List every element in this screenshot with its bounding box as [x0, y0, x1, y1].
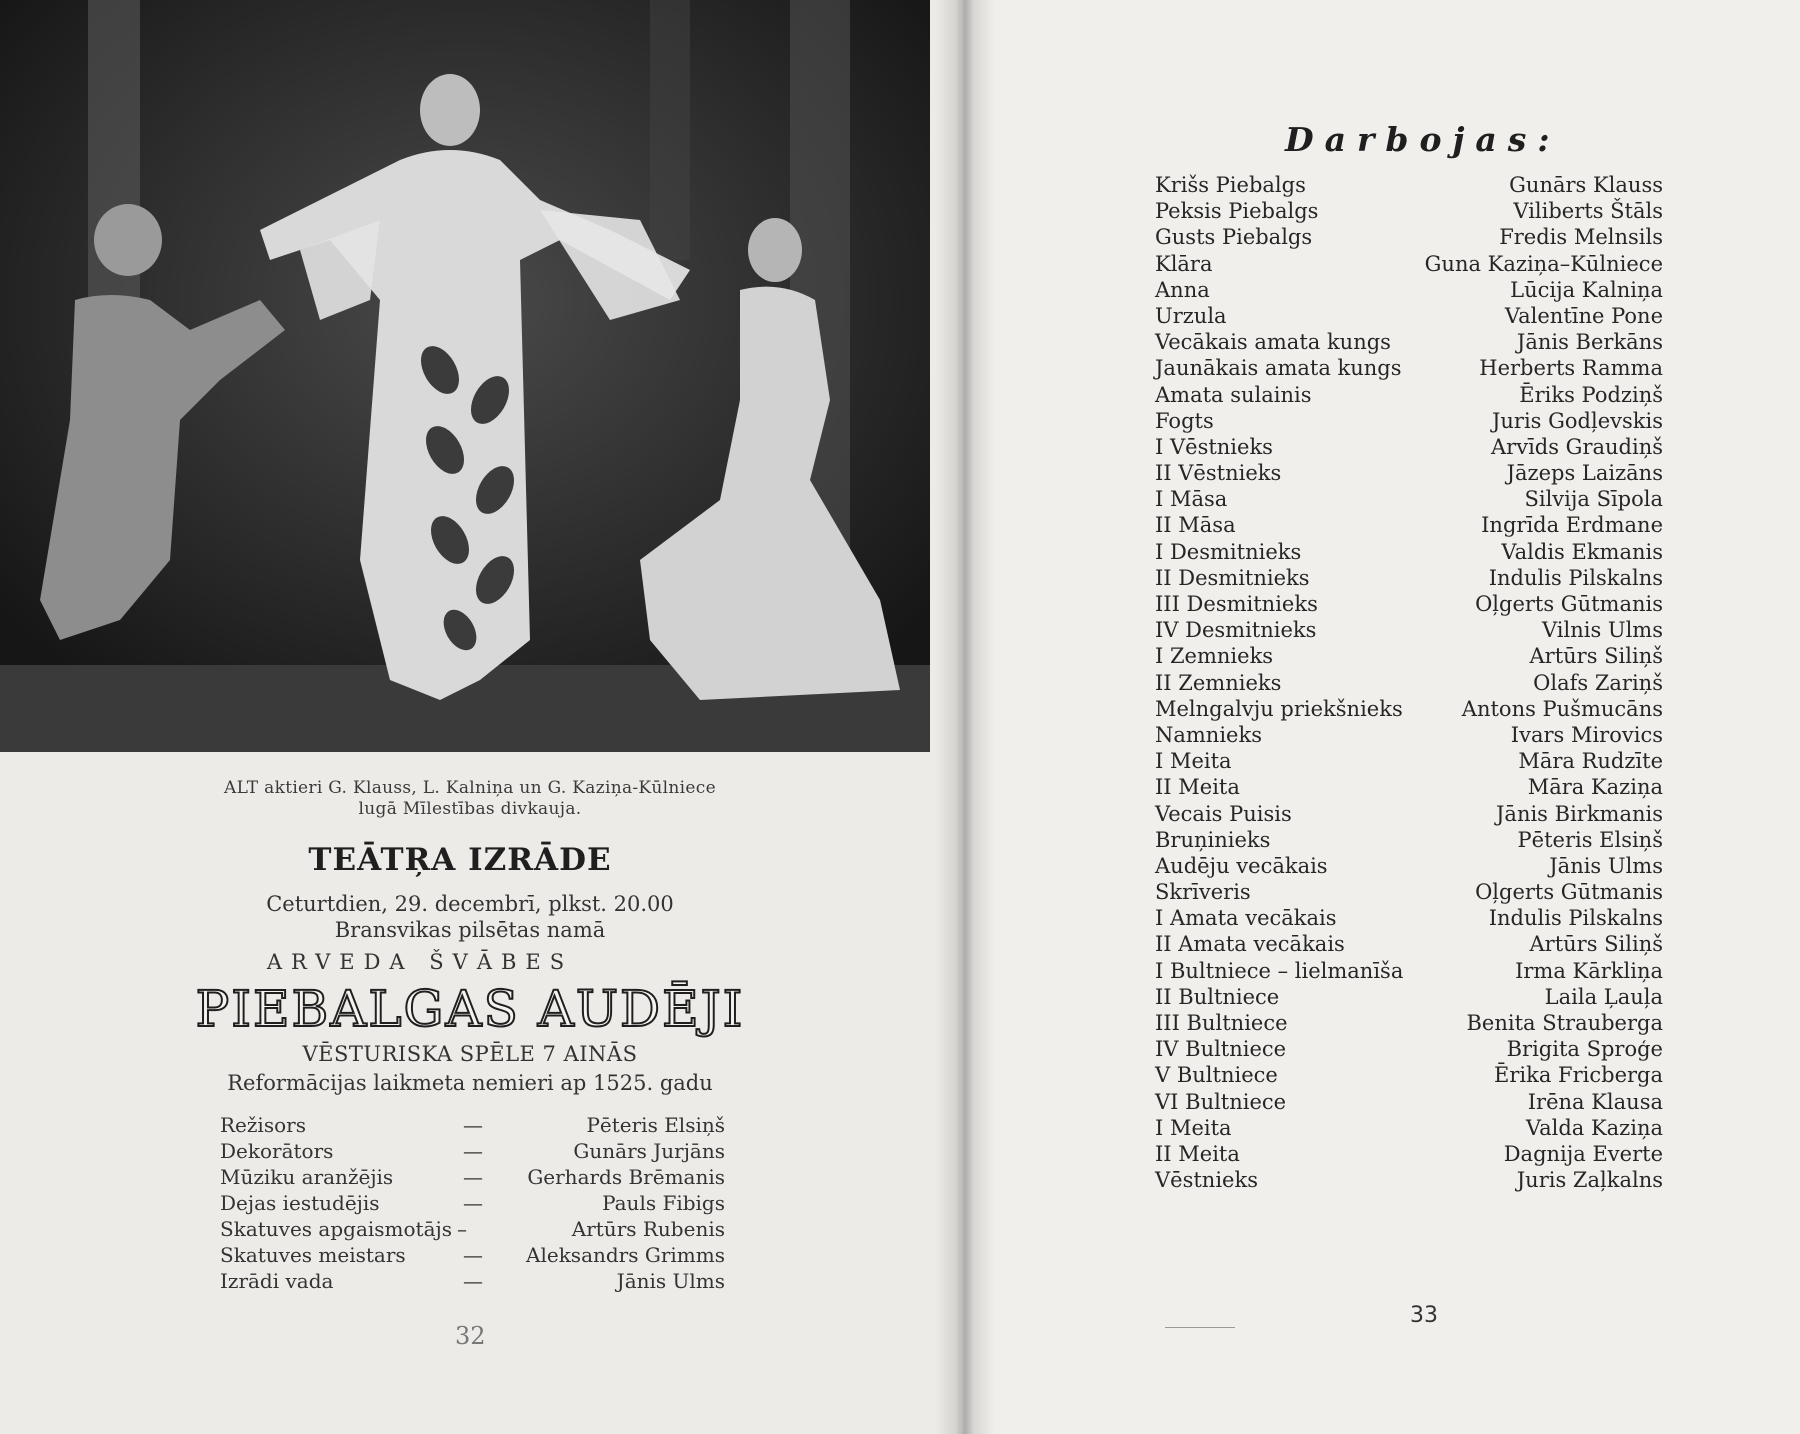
cast-role: Peksis Piebalgs [1155, 199, 1319, 224]
crew-role: Mūziku aranžējis [220, 1165, 394, 1189]
cast-role: Vēstnieks [1155, 1168, 1258, 1193]
cast-role: Gusts Piebalgs [1155, 225, 1313, 250]
cast-actor: Irēna Klausa [1527, 1089, 1663, 1114]
cast-role: V Bultniece [1155, 1063, 1278, 1088]
crew-row [220, 1243, 725, 1269]
crew-role: Režisors [220, 1113, 306, 1137]
crew-row [220, 1269, 725, 1295]
cast-actor: Antons Pušmucāns [1461, 696, 1663, 721]
cast-row [1155, 252, 1663, 278]
crew-row [220, 1113, 725, 1139]
photo-caption-line: ALT aktieri G. Klauss, L. Kalniņa un G. Kaziņa-Kūlniece [224, 778, 716, 798]
cast-actor: Brigita Sproģe [1506, 1037, 1663, 1062]
cast-row [1155, 225, 1663, 251]
cast-row [1155, 1168, 1663, 1194]
crew-row [220, 1191, 725, 1217]
cast-actor: Laila Ļauļa [1544, 984, 1663, 1009]
cast-role: Vecais Puisis [1155, 801, 1292, 826]
cast-actor: Māra Rudzīte [1518, 749, 1663, 774]
cast-role: Amata sulainis [1155, 382, 1312, 407]
cast-role: Namnieks [1155, 722, 1262, 747]
cast-row [1155, 906, 1663, 932]
cast-actor: Oļgerts Gūtmanis [1475, 592, 1663, 616]
crew-list [220, 1113, 725, 1295]
cast-row [1155, 1116, 1663, 1142]
cast-role: III Bultniece [1155, 1011, 1288, 1035]
cast-actor: Pēteris Elsiņš [1517, 827, 1663, 852]
cast-role: Fogts [1155, 408, 1214, 433]
cast-role: I Amata vecākais [1155, 906, 1337, 931]
crew-name: Gunārs Jurjāns [573, 1139, 725, 1163]
stage-photo [0, 0, 930, 752]
cast-actor: Viliberts Štāls [1513, 199, 1663, 224]
photo-caption-line: lugā Mīlestības divkauja. [358, 799, 582, 819]
cast-row [1155, 330, 1663, 356]
page-number-right: 33 [1410, 1303, 1438, 1328]
cast-role: Urzula [1155, 303, 1227, 328]
crew-row [220, 1139, 725, 1165]
crew-role: Skatuves meistars [220, 1243, 406, 1267]
cast-role: I Bultniece – lielmanīša [1155, 958, 1404, 983]
cast-actor: Valentīne Pone [1504, 303, 1663, 328]
crew-role: Dejas iestudējis [220, 1191, 380, 1215]
cast-role: I Māsa [1155, 487, 1228, 512]
cast-actor: Valda Kaziņa [1525, 1115, 1663, 1140]
pencil-mark [1165, 1327, 1235, 1328]
cast-actor: Jānis Birkmanis [1496, 801, 1663, 826]
cast-role: II Meita [1155, 1141, 1240, 1166]
cast-role: I Meita [1155, 749, 1232, 774]
crew-name: Artūrs Rubenis [571, 1217, 725, 1241]
crew-role: Skatuves apgaismotājs [220, 1217, 452, 1241]
cast-row [1155, 644, 1663, 670]
cast-row [1155, 409, 1663, 435]
stage-photo-drawing [0, 0, 930, 752]
crew-row [220, 1165, 725, 1191]
crew-name: Aleksandrs Grimms [526, 1243, 725, 1267]
cast-role: II Bultniece [1155, 984, 1280, 1009]
cast-row [1155, 828, 1663, 854]
cast-list [1155, 173, 1663, 1194]
photo-caption [170, 778, 770, 820]
cast-role: VI Bultniece [1155, 1089, 1287, 1114]
cast-actor: Māra Kaziņa [1527, 775, 1663, 800]
crew-name: Jānis Ulms [616, 1269, 725, 1293]
cast-actor: Valdis Ekmanis [1501, 539, 1663, 564]
cast-row [1155, 304, 1663, 330]
cast-role: Anna [1155, 277, 1210, 302]
cast-row [1155, 540, 1663, 566]
cast-row [1155, 932, 1663, 958]
cast-actor: Ēriks Podziņš [1519, 382, 1663, 407]
cast-row [1155, 356, 1663, 382]
cast-actor: Jāzeps Laizāns [1506, 461, 1663, 486]
cast-row [1155, 1011, 1663, 1037]
cast-actor: Ingrīda Erdmane [1481, 513, 1663, 538]
cast-row [1155, 199, 1663, 225]
cast-actor: Indulis Pilskalns [1488, 906, 1663, 931]
crew-dash: – [457, 1217, 467, 1241]
cast-role: Melngalvju priekšnieks [1155, 696, 1403, 721]
cast-row [1155, 173, 1663, 199]
cast-actor: Benita Strauberga [1466, 1011, 1663, 1035]
cast-row [1155, 461, 1663, 487]
cast-role: IV Desmitnieks [1155, 618, 1317, 643]
cast-row [1155, 513, 1663, 539]
cast-actor: Olafs Zariņš [1533, 670, 1663, 695]
cast-actor: Oļgerts Gūtmanis [1475, 880, 1663, 905]
cast-actor: Ērika Fricberga [1494, 1063, 1663, 1088]
crew-dash: — [463, 1113, 483, 1137]
cast-role: IV Bultniece [1155, 1037, 1287, 1062]
date-line: Ceturtdien, 29. decembrī, plkst. 20.00 [266, 892, 674, 916]
play-subtitle: VĒSTURISKA SPĒLE 7 AINĀS [302, 1042, 638, 1066]
venue-line: Bransvikas pilsētas namā [334, 918, 606, 942]
cast-row [1155, 749, 1663, 775]
cast-actor: Fredis Melnsils [1499, 225, 1663, 250]
cast-role: Jaunākais amata kungs [1155, 356, 1402, 381]
cast-row [1155, 435, 1663, 461]
cast-role: III Desmitnieks [1155, 592, 1318, 616]
crew-name: Gerhards Brēmanis [527, 1165, 725, 1189]
cast-row [1155, 1142, 1663, 1168]
cast-role: II Māsa [1155, 513, 1236, 538]
cast-role: I Zemnieks [1155, 644, 1274, 669]
cast-actor: Artūrs Siliņš [1529, 932, 1663, 957]
crew-name: Pauls Fibigs [602, 1191, 725, 1215]
cast-role: II Vēstnieks [1155, 461, 1282, 486]
cast-actor: Dagnija Everte [1503, 1141, 1663, 1166]
cast-row [1155, 618, 1663, 644]
cast-role: I Meita [1155, 1115, 1232, 1140]
crew-row [220, 1217, 725, 1243]
cast-row [1155, 383, 1663, 409]
crew-dash: — [463, 1165, 483, 1189]
cast-row [1155, 959, 1663, 985]
cast-actor: Herberts Ramma [1479, 356, 1663, 381]
cast-role: II Amata vecākais [1155, 932, 1345, 957]
crew-role: Izrādi vada [220, 1269, 334, 1293]
cast-actor: Jānis Berkāns [1516, 330, 1663, 355]
cast-row [1155, 775, 1663, 801]
crew-dash: — [463, 1191, 483, 1215]
cast-actor: Irma Kārkliņa [1515, 958, 1663, 983]
cast-row [1155, 1063, 1663, 1089]
page-number-left: 32 [455, 1322, 486, 1350]
crew-name: Pēteris Elsiņš [586, 1113, 725, 1137]
crew-role: Dekorātors [220, 1139, 334, 1163]
crew-dash: — [463, 1243, 483, 1267]
cast-actor: Lūcija Kalniņa [1510, 277, 1663, 302]
cast-actor: Indulis Pilskalns [1488, 565, 1663, 590]
cast-actor: Juris Zaļkalns [1516, 1168, 1663, 1193]
cast-role: Bruņinieks [1155, 827, 1271, 852]
cast-role: Audēju vecākais [1155, 853, 1328, 878]
cast-row [1155, 278, 1663, 304]
crew-dash: — [463, 1269, 483, 1293]
cast-actor: Artūrs Siliņš [1529, 644, 1663, 669]
author-name: ARVEDA ŠVĀBES [266, 950, 574, 974]
play-period: Reformācijas laikmeta nemieri ap 1525. gadu [227, 1071, 713, 1095]
cast-row [1155, 566, 1663, 592]
cast-row [1155, 802, 1663, 828]
cast-actor: Jānis Ulms [1549, 853, 1663, 878]
cast-actor: Arvīds Graudiņš [1491, 434, 1663, 459]
cast-row [1155, 671, 1663, 697]
cast-role: I Desmitnieks [1155, 539, 1302, 564]
cast-row [1155, 723, 1663, 749]
play-title: PIEBALGAS AUDĒJI [195, 980, 745, 1038]
cast-row [1155, 1037, 1663, 1063]
cast-actor: Gunārs Klauss [1509, 173, 1663, 197]
cast-actor: Juris Godļevskis [1491, 408, 1663, 433]
cast-row [1155, 1090, 1663, 1116]
cast-title: Darbojas: [1285, 120, 1561, 159]
cast-role: II Meita [1155, 775, 1240, 800]
cast-row [1155, 985, 1663, 1011]
cast-role: Klāra [1155, 251, 1213, 276]
cast-actor: Vilnis Ulms [1541, 618, 1663, 643]
cast-role: Vecākais amata kungs [1155, 330, 1391, 355]
cast-row [1155, 592, 1663, 618]
cast-role: I Vēstnieks [1155, 434, 1273, 459]
cast-row [1155, 854, 1663, 880]
cast-role: II Zemnieks [1155, 670, 1282, 695]
cast-row [1155, 880, 1663, 906]
cast-row [1155, 487, 1663, 513]
cast-actor: Guna Kaziņa–Kūlniece [1424, 251, 1663, 276]
cast-actor: Ivars Mirovics [1510, 722, 1663, 747]
performance-heading: TEĀTŖA IZRĀDE [308, 842, 612, 878]
cast-role: II Desmitnieks [1155, 565, 1310, 590]
crew-dash: — [463, 1139, 483, 1163]
cast-role: Skrīveris [1155, 880, 1251, 905]
cast-actor: Silvija Sīpola [1524, 487, 1663, 512]
cast-row [1155, 697, 1663, 723]
cast-role: Krišs Piebalgs [1155, 173, 1306, 197]
